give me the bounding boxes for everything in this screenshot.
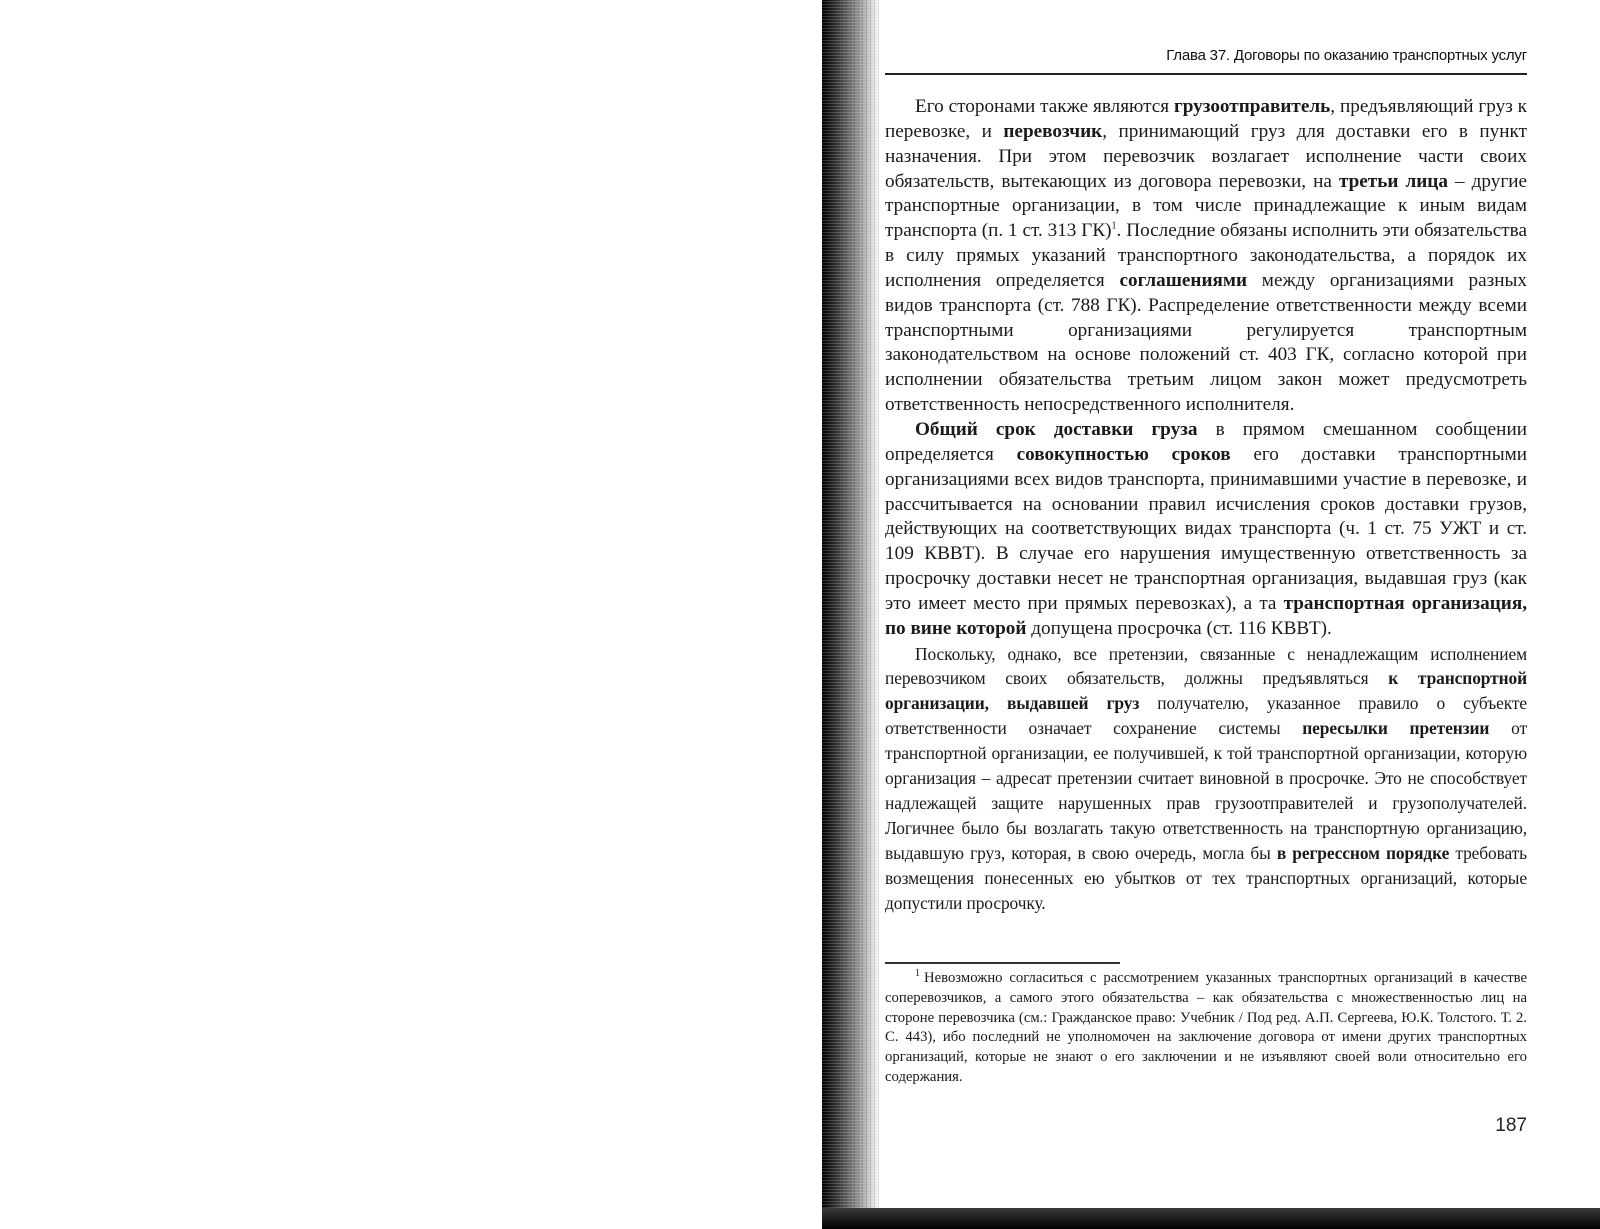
paragraph-3	[885, 642, 1527, 916]
text-run: в прямом смешанном сообщении определяется	[885, 418, 1527, 465]
text-run: требовать возмещения понесенных ею убытков от тех транспортных организаций, которые допустили просрочку.	[885, 842, 1528, 913]
text-run: допущена просрочка (ст. 116 КВВТ).	[1026, 617, 1332, 639]
body-text	[885, 95, 1527, 916]
term-perevozchik: перевозчик	[1003, 120, 1103, 142]
text-run: , предъявляющий груз к перевозке, и	[885, 96, 1527, 142]
paragraph-1	[885, 95, 1527, 418]
running-head: Глава 37. Договоры по оказанию транспортных услуг	[1166, 47, 1527, 64]
text-run: его доставки транспортными организациями всех видов транспорта, принимавшими участие в перевозке, и рассчитывается на основании правил исчисления сроков доставки грузов, действующих на соответствующих видах транспорта (ч. 1 ст. 75 УЖТ и ст. 109 КВВТ). В случае его нарушения имущественную ответственность за просрочку доставки несет не транспортная организация, выдавшая груз (как это имеет место при прямых перевозках), а та	[885, 443, 1527, 614]
page-number: 187	[1495, 1115, 1527, 1136]
footnote-rule	[885, 962, 1120, 964]
book-page	[885, 40, 1527, 1200]
text-run: от транспортной организации, ее получившей, к той транспортной организации, которую организация – адресат претензии считает виновной в просрочке. Это не способствует надлежащей защите нарушенных прав грузоотправителей и грузополучателей. Логичнее было бы возлагать такую ответственность на транспортную организацию, выдавшую груз, которая, в свою очередь, могла бы	[885, 718, 1528, 863]
term-obshchiy-srok: Общий срок доставки груза	[915, 418, 1198, 440]
footnote-marker: 1	[915, 968, 920, 980]
book-spine-shadow	[822, 0, 880, 1229]
text-run: Поскольку, однако, все претензии, связанные с ненадлежащим исполнением перевозчиком своих обязательств, должны предъявляться	[885, 643, 1527, 689]
footnote-text: Невозможно согласиться с рассмотрением указанных транспортных организаций в качестве соперевозчиков, а самого этого обязательства – как обязательства с множественностью лиц на стороне перевозчика (см.: Гражданское право: Учебник / Под ред. А.П. Сергеева, Ю.К. Толстого. Т. 2. С. 443), ибо последний не уполномочен на заключение договора от имени других транспортных организаций, которые не знают о его заключении и не изъявляют своей воли относительно его содержания.	[885, 970, 1527, 1085]
text-run: – другие транспортные организации, в том числе принадлежащие к иным видам транспорта (п. 1 ст. 313 ГК)	[885, 170, 1527, 242]
footnote	[885, 969, 1527, 1088]
term-v-regressnom-poryadke: в регрессном порядке	[1276, 842, 1450, 863]
text-run: между организациями разных видов транспорта (ст. 788 ГК). Распределение ответственности между всеми транспортными организациями регулируется транспортным законодательством на основе положений ст. 403 ГК, согласно которой при исполнении обязательства третьим лицом закон может предусмотреть ответственность непосредственного исполнителя.	[885, 269, 1527, 416]
footnote-ref: 1	[1111, 220, 1117, 232]
term-soglasheniyami: соглашениями	[1119, 269, 1248, 291]
text-run: получателю, указанное правило о субъекте ответственности означает сохранение системы	[885, 693, 1527, 739]
text-run: , принимающий груз для доставки его в пункт назначения. При этом перевозчик возлагает исполнение части своих обязательств, вытекающих из договора перевозки, на	[885, 120, 1528, 192]
header-rule	[885, 73, 1527, 75]
text-run: Его сторонами также являются	[915, 96, 1175, 117]
term-peresylki-pretenzii: пересылки претензии	[1302, 718, 1490, 739]
text-run: . Последние обязаны исполнить эти обязательства в силу прямых указаний транспортного законодательства, а порядок их исполнения определяется	[885, 220, 1528, 291]
paragraph-2	[885, 418, 1527, 642]
term-po-vine-kotoroy: транспортная организация, по вине которой	[885, 592, 1527, 639]
term-k-transportnoy-organizatsii: к транспортной организации, выдавшей груз	[885, 668, 1528, 714]
scan-bottom-edge	[822, 1208, 1600, 1229]
term-tretyi-litsa: третьи лица	[1338, 170, 1448, 192]
term-gruzootpravitel: грузоотправитель	[1174, 96, 1331, 117]
term-sovokupnost-srokov: совокупностью сроков	[1016, 443, 1231, 465]
footnote-paragraph	[885, 969, 1527, 1088]
